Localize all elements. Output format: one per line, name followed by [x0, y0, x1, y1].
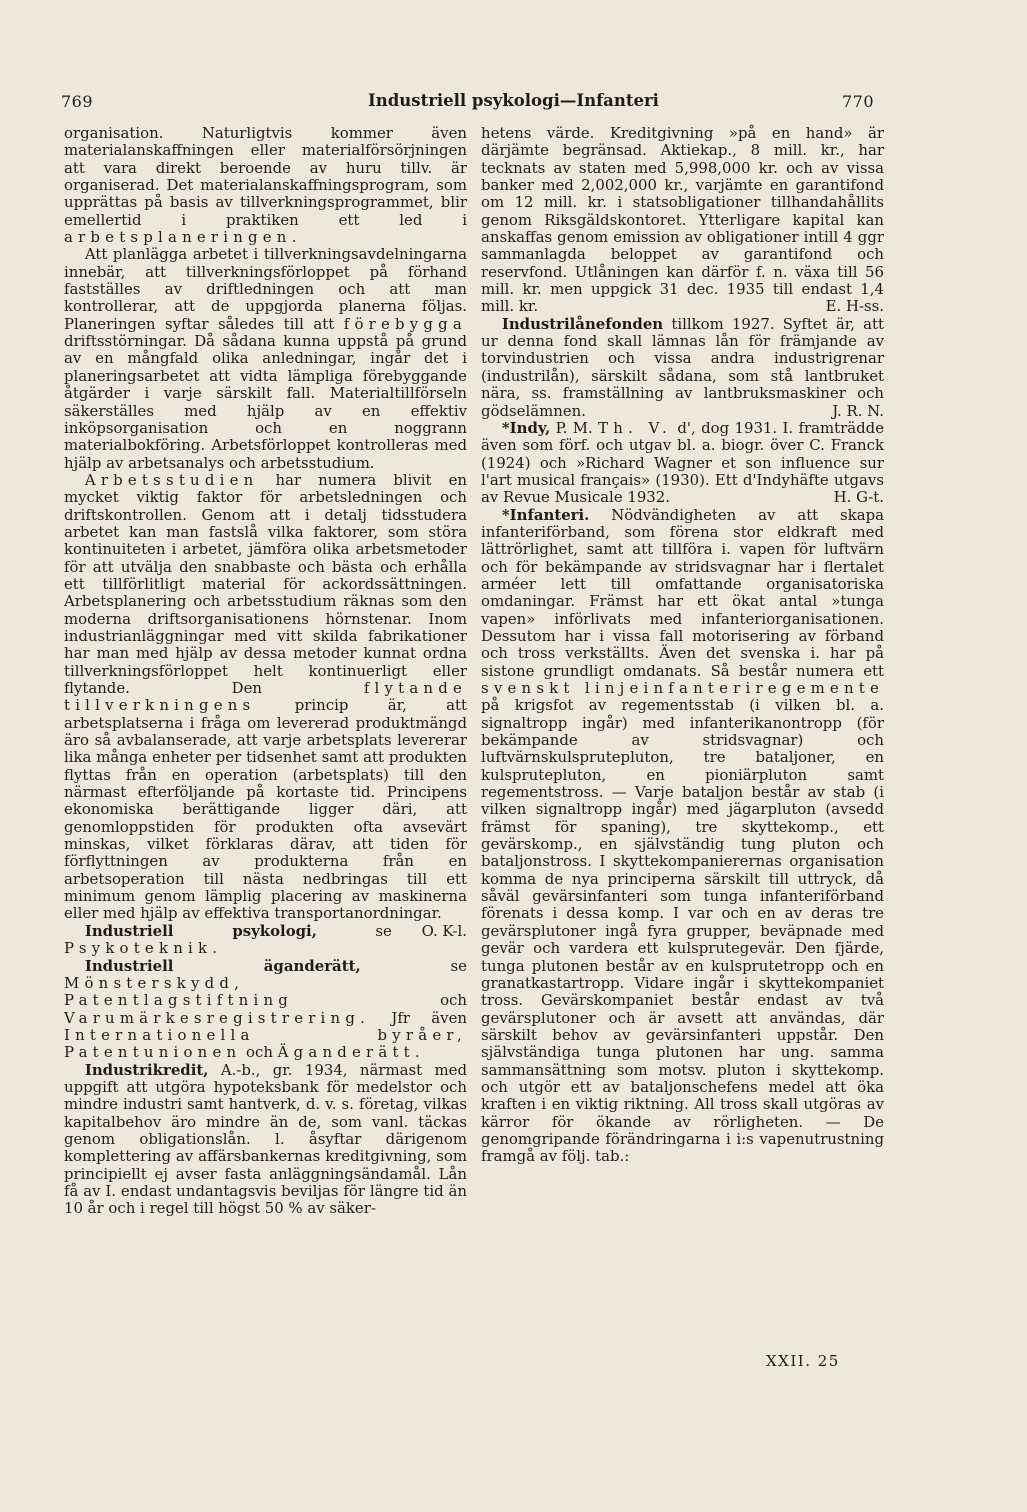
entry-headword: Industrilånefonden [501, 314, 664, 333]
author-signature: H. G-t. [833, 488, 884, 507]
entry-indy [481, 420, 884, 507]
entry-text: P. M. [555, 418, 593, 437]
volume-signature: XXII. 25 [766, 1352, 840, 1370]
entry-text: d', dog 1931. I. framträdde även som förf. och utgav bl. a. biogr. över C. Franck (1924) och »Richard Wagner et son influence sur l'art musical français» (1930). Ett d'Indyhäfte utgavs av Revue Musicale 1932. [481, 418, 885, 507]
author-signature: E. H-ss. [825, 297, 884, 316]
entry-headword: *Indy, [501, 418, 551, 437]
entry-infanteri [481, 507, 884, 1166]
spaced-term: arbetsplaneringen. [64, 228, 302, 247]
entry-industrilanefonden [481, 316, 884, 420]
paragraph-text: Att planlägga arbetet i tillverkningsavdelningarna innebär, att tillverkningsförloppet på förhand fastställes av driftledningen och att man kontrollerar, att de uppgjorda planerna följas. Planeringen syftar således till att [64, 245, 467, 333]
spaced-term: förebygga [343, 314, 467, 333]
page-number-right: 770 [842, 92, 875, 111]
entry-industriell-aganderatt [64, 958, 467, 1062]
running-head: Industriell psykologi—Infanteri [368, 91, 659, 110]
spaced-term: Th. V. [598, 418, 672, 437]
entry-headword: Industriell psykologi, [84, 921, 317, 940]
paragraph-industrikredit-cont [481, 125, 884, 316]
cross-reference: Internationella byråer, Patentunionen [64, 1025, 467, 1062]
right-column [481, 125, 884, 1166]
entry-text: tillkom 1927. Syftet är, att ur denna fond skall lämnas lån för främjande av torvindustrien och vissa andra industrigrenar (industrilån), särskilt sådana, som stå lantbruket nära, ss. framställning av lantbruksmaskiner och gödselämnen. [481, 314, 884, 420]
paragraph-text: har numera blivit en mycket viktig faktor för arbetsledningen och driftskontrollen. Genom att i detalj tidsstudera arbetet kan man fastslå vilka faktorer, som störa kontinuiteten i arbetet, jämföra olika arbetsmetoder för att utvälja den snabbaste och bästa och erhålla ett tillförlitligt material för ackordssättningen. Arbetsplanering och arbetsstudium räknas som den moderna driftsorganisationens hörnstenar. Inom industrianläggningar med vitt skilda fabrikationer har man med hjälp av dessa metoder kunnat ordna tillverkningsförloppet helt kontinuerligt eller flytande. Den [64, 470, 468, 697]
entry-headword: Industriell äganderätt, [84, 956, 361, 975]
paragraph-planning [64, 125, 467, 246]
spaced-term: Arbetsstudien [84, 470, 259, 489]
cross-reference: Mönsterskydd, Patentlagstiftning [64, 973, 293, 1010]
left-column [64, 125, 467, 1218]
entry-text: Nödvändigheten av att skapa infanteriförband, som förena stor eldkraft med lättrörlighet, samt att tillföra i. vapen för luftvärn och för bekämpande av stridsvagnar har i flertalet arméer lett till omfattande organisatoriska omdaningar. Främst har ett ökat antal »tunga vapen» införlivats med infanteriorganisationen. Dessutom har i vissa fall motorisering av förband och tross verkställts. Även det svenska i. har på sistone grundligt omdanats. Så består numera ett [481, 505, 885, 680]
cross-reference: Varumärkesregistrering. [64, 1008, 371, 1027]
entry-text: och [440, 991, 467, 1010]
spaced-term: flytande tillverkningens [64, 679, 468, 715]
entry-text: på krigsfot av regementsstab (i vilken bl. a. signaltropp ingår) med infanterikanontropp (för bekämpande av stridsvagnar) och luftvärnskulsprutepluton, tre bataljoner, en kulsprutepluton, en pioniärpluton samt regementstross. — Varje bataljon består av stab (i vilken signaltropp ingår) med jägarpluton (avsedd främst för spaning), tre skyttekomp., ett gevärskomp., en självständig tung pluton och bataljonstross. I skyttekompanierernas organisation komma de nya principerna särskilt till uttryck, då såväl gevärsinfanteri som tunga infanteriförband förenats i dessa komp. I var och en av deras tre gevärsplutoner ingå fyra grupper, beväpnade med gevär och vardera ett kulsprutegevär. Den fjärde, tunga plutonen består av en kulsprutetropp och en granatkastartropp. Vidare ingår i skyttekompaniet tross. Gevärskompaniet består endast av två gevärsplutoner och är avsett att användas, där särskilt behov av gevärsinfanteri uppstår. Den självständiga tunga plutonen har ung. samma sammansättning som motsv. pluton i skyttekomp. och utgör ett av bataljonschefens medel att öka kraften i en viktig riktning. All tross skall utgöras av kärror för ökande av rörligheten. — De genomgripande förändringarna i i:s vapenutrustning framgå av följ. tab.: [481, 696, 884, 1166]
spaced-term: svenskt linjeinfanteriregemente [481, 679, 884, 697]
entry-text: se [450, 956, 467, 975]
entry-text: Jfr även [391, 1008, 468, 1027]
cross-reference: Äganderätt. [277, 1043, 425, 1062]
entry-text: och [246, 1043, 273, 1062]
entry-industrikredit [64, 1062, 467, 1218]
paragraph-text: princip är, att arbetsplatserna i fråga om levererad produktmängd äro så avbalanserade, att varje arbetsplats levererar lika många enheter per tidsenhet samt att produkten flyttas från en operation (arbetsplats) till den närmast efterföljande på kortaste tid. Principens ekonomiska berättigande ligger däri, att genomloppstiden för produkten ofta avsevärt minskas, vilket förklaras därav, att tiden för förflyttningen av produkterna från en arbetsoperation till nästa nedbringas till ett minimum genom lämplig placering av maskinerna eller med hjälp av effektiva transportanordningar. [64, 696, 467, 923]
entry-headword: Industrikredit, [84, 1060, 209, 1079]
entry-text: A.-b., gr. 1934, närmast med uppgift att utgöra hypoteksbank för medelstor och mindre industri samt hantverk, d. v. s. företag, vilkas kapitalbehov äro mindre än de, som vanl. täckas genom obligationslån. l. åsyftar därigenom komplettering av affärsbankernas kreditgivning, som principiellt ej avser fasta anläggningsändamål. Lån få av I. endast undantagsvis beviljas för längre tid än 10 år och i regel till högst 50 % av säker- [64, 1060, 468, 1218]
paragraph-text: hetens värde. Kreditgivning »på en hand» är därjämte begränsad. Aktiekap., 8 mill. kr., har tecknats av staten med 5,998,000 kr. och av vissa banker med 2,002,000 kr., varjämte en garantifond om 12 mill. kr. i statsobligationer tillhandahållits genom Riksgäldskontoret. Ytterligare kapital kan anskaffas genom emission av obligationer intill 4 ggr sammanlagda beloppet av garantifond och reservfond. Utlåningen kan därför f. n. växa till 56 mill. kr. men uppgick 31 dec. 1935 till endast 1,4 mill. kr. [481, 124, 884, 316]
author-signature: O. K-l. [421, 921, 467, 940]
paragraph-text: driftsstörningar. Då sådana kunna uppstå på grund av en mångfald olika anledningar, ingår det i planeringsarbetet att vidta lämpliga förebyggande åtgärder i varje särskilt fall. Materialtillförseln säkerställes med hjälp av en effektiv inköpsorganisation och en noggrann materialbokföring. Arbetsförloppet kontrolleras med hjälp av arbetsanalys och arbetsstudium. [64, 332, 467, 472]
entry-headword: *Infanteri. [501, 505, 590, 524]
paragraph-text: organisation. Naturligtvis kommer även materialanskaffningen eller materialförsörjningen att vara direkt beroende av huru tillv. är organiserad. Det materialanskaffningsprogram, som upprättas på basis av tillverkningsprogrammet, blir emellertid i praktiken ett led i [64, 124, 467, 229]
entry-text: se [375, 921, 392, 940]
paragraph-planning-work [64, 246, 467, 471]
cross-reference: Psykoteknik. [64, 939, 223, 958]
page-number-left: 769 [61, 92, 94, 111]
author-signature: J. R. N. [832, 401, 884, 420]
